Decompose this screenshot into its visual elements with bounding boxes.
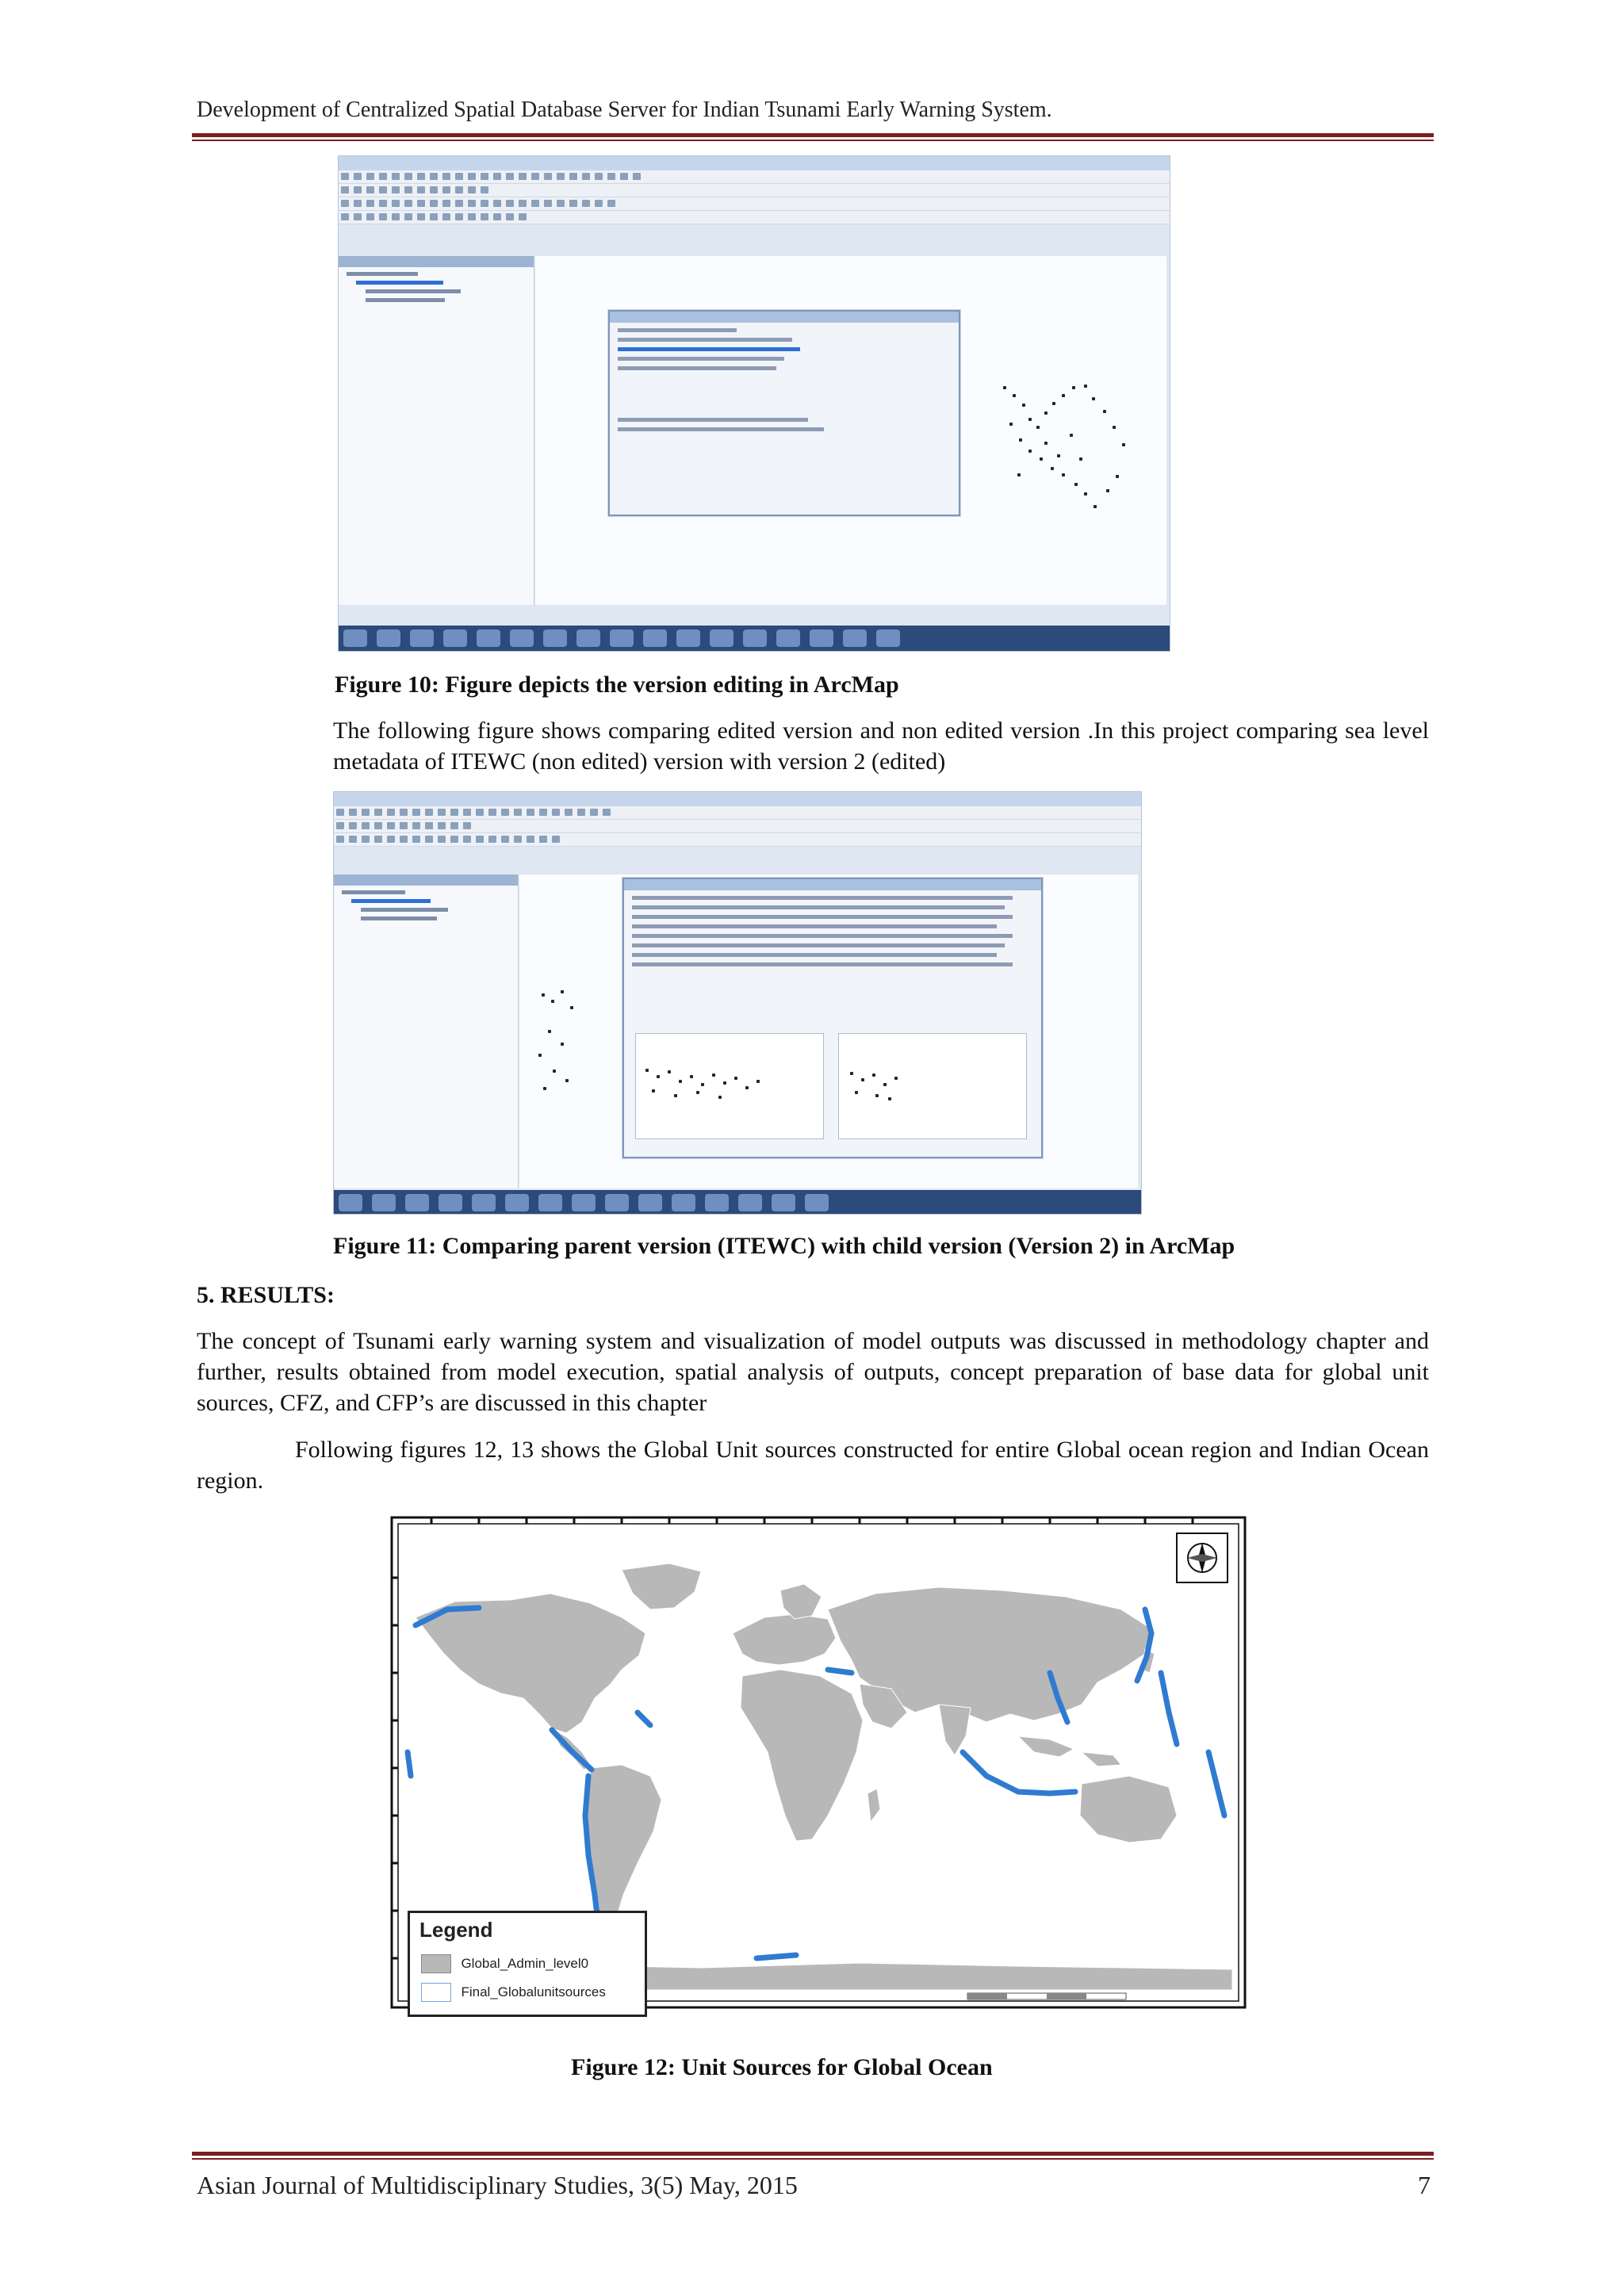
- results-paragraph-1: The concept of Tsunami early warning system and visualization of model outputs was discussed in methodology chapter and further, results obtained from model execution, spatial analysis of outputs, concept preparation of base data for global unit sources, CFZ, and CFP’s are discussed in this chapter: [197, 1328, 1429, 1416]
- change-version-dialog: [608, 310, 960, 516]
- legend-item-admin: [421, 1954, 588, 1975]
- menu-bar: [334, 820, 1141, 833]
- child-version-preview: [838, 1033, 1027, 1139]
- running-header: Development of Centralized Spatial Database Server for Indian Tsunami Early Warning System.: [197, 98, 1052, 122]
- legend-title: Legend: [419, 1918, 493, 1942]
- header-rule: [192, 133, 1434, 143]
- legend-swatch-land: [421, 1954, 451, 1973]
- legend-swatch-unitsources: [421, 1983, 451, 2002]
- north-arrow-icon: [1177, 1533, 1228, 1582]
- figure-10-caption: Figure 10: Figure depicts the version editing in ArcMap: [335, 672, 899, 698]
- menu-bar: [339, 184, 1170, 197]
- table-of-contents: [334, 874, 519, 1188]
- results-paragraph-2: Following figures 12, 13 shows the Global Unit sources constructed for entire Global ocean region and Indian Ocean region.: [197, 1437, 1429, 1494]
- toolbar-row-2: [339, 197, 1170, 211]
- toolbar-row-2: [334, 833, 1141, 847]
- windows-taskbar: [339, 626, 1170, 651]
- version-changes-dialog: [622, 878, 1043, 1158]
- footer-rule: [192, 2152, 1434, 2161]
- windows-taskbar: [334, 1190, 1141, 1214]
- window-titlebar: [339, 156, 1170, 170]
- toolbar-row-1: [334, 806, 1141, 820]
- figure-10-screenshot: [338, 155, 1170, 652]
- toolbar-row-1: [339, 170, 1170, 184]
- toolbar-row-3: [339, 211, 1170, 224]
- window-titlebar: [334, 792, 1141, 806]
- legend-item-unitsources: [421, 1983, 606, 2003]
- figure-11-screenshot: [333, 791, 1142, 1215]
- table-of-contents: [339, 256, 534, 605]
- page-footer: [197, 2169, 1431, 2201]
- figure-12-caption: Figure 12: Unit Sources for Global Ocean: [571, 2054, 993, 2080]
- map-legend: [408, 1911, 647, 2017]
- scale-bar: [967, 1993, 1126, 1999]
- figure-11-caption: Figure 11: Comparing parent version (ITEWC) with child version (Version 2) in ArcMap: [333, 1233, 1235, 1259]
- legend-label-admin: Global_Admin_level0: [461, 1956, 589, 1971]
- figure-12-map: [384, 1514, 1254, 2028]
- section-heading: 5. RESULTS:: [197, 1282, 335, 1308]
- journal-citation: Asian Journal of Multidisciplinary Studies, 3(5) May, 2015: [197, 2171, 798, 2199]
- legend-label-unitsources: Final_Globalunitsources: [461, 1984, 606, 1999]
- figure-11-intro-paragraph: The following figure shows comparing edited version and non edited version .In this project comparing sea level metadata of ITEWC (non edited) version with version 2 (edited): [333, 718, 1429, 775]
- parent-version-preview: [635, 1033, 824, 1139]
- page-number: 7: [1418, 2171, 1431, 2199]
